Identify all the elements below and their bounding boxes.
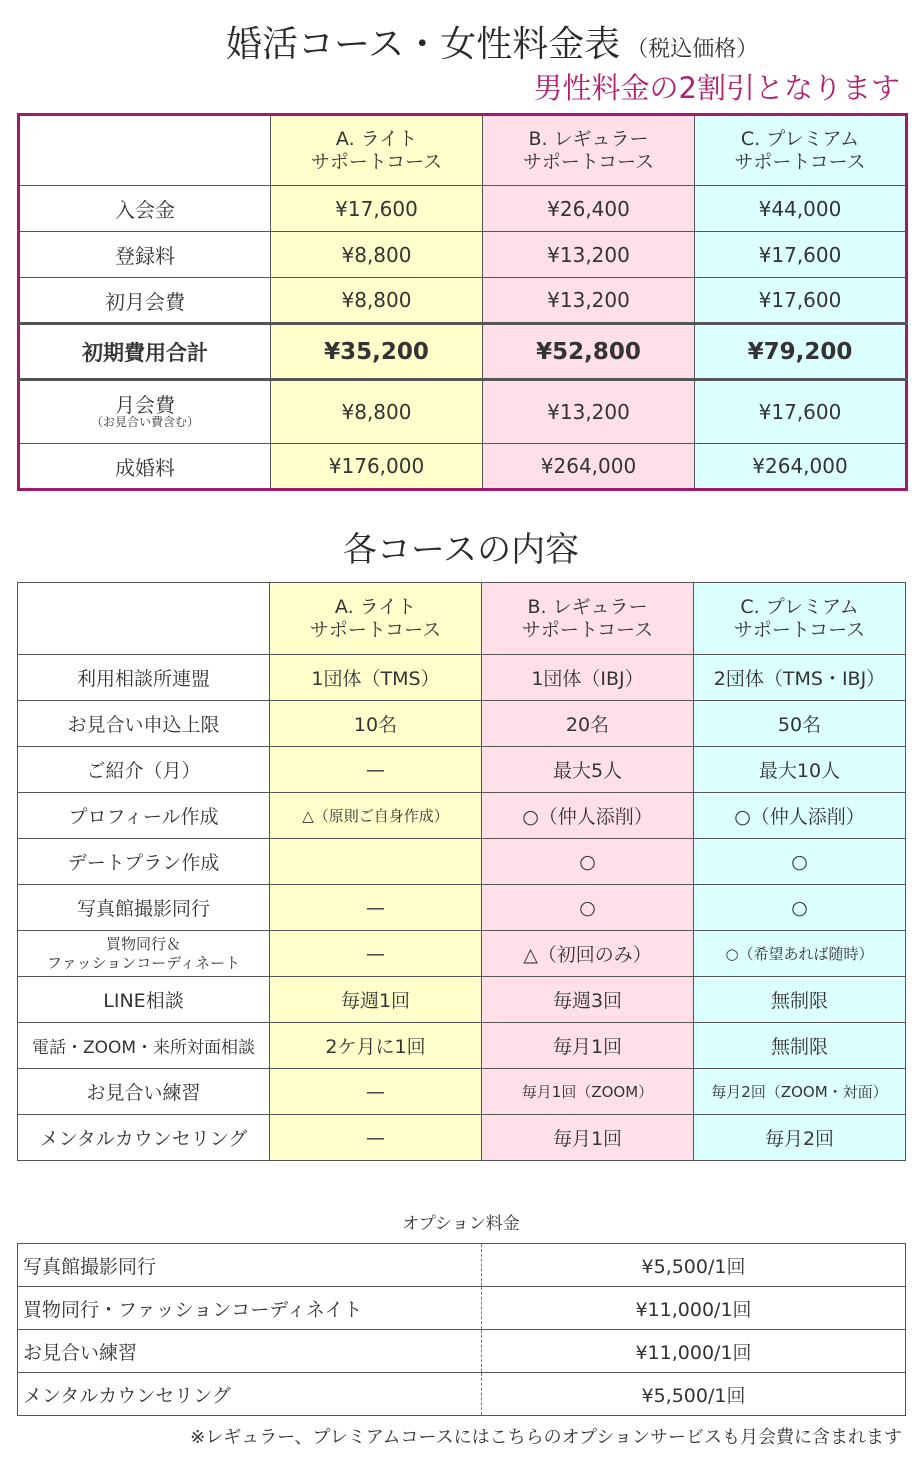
male-discount-note: 男性料金の2割引となります xyxy=(533,71,900,105)
contents-value-c: ○ xyxy=(694,885,906,931)
contents-row xyxy=(18,885,906,931)
monthly-fee-label: 月会費 xyxy=(115,393,175,417)
fee-value-b: ¥13,200 xyxy=(483,232,695,278)
contents-header-course-c: C. プレミアム サポートコース xyxy=(694,583,906,655)
contents-row xyxy=(18,793,906,839)
contents-value-a: — xyxy=(270,1069,482,1115)
contents-row-label: 利用相談所連盟 xyxy=(18,655,270,701)
contents-value-a: △（原則ご自身作成） xyxy=(270,793,482,839)
shopping-label-line2: ファッションコーディネート xyxy=(46,953,241,972)
fee-row-monthly xyxy=(19,380,907,444)
contents-value-b: ○ xyxy=(482,885,694,931)
fee-header-course-a: A. ライト サポートコース xyxy=(271,115,483,186)
contents-row-label xyxy=(18,931,270,977)
fee-value-b: ¥26,400 xyxy=(483,186,695,232)
fee-row-registration xyxy=(19,232,907,278)
contents-value-c: 無制限 xyxy=(694,977,906,1023)
fee-value-a: ¥8,800 xyxy=(271,278,483,324)
contents-value-c: 無制限 xyxy=(694,1023,906,1069)
fee-value-c: ¥17,600 xyxy=(695,232,907,278)
contents-value-c: ○（希望あれば随時） xyxy=(694,931,906,977)
contents-row-label: 写真館撮影同行 xyxy=(18,885,270,931)
contents-row xyxy=(18,655,906,701)
contents-row-label: デートプラン作成 xyxy=(18,839,270,885)
course-contents-title: 各コースの内容 xyxy=(342,530,580,570)
fee-row-label: 初月会費 xyxy=(19,278,271,324)
option-price: ¥5,500/1回 xyxy=(482,1244,906,1287)
contents-value-b: 20名 xyxy=(482,701,694,747)
fee-row-success xyxy=(19,444,907,490)
fee-value-a: ¥176,000 xyxy=(271,444,483,490)
contents-value-a: 2ケ月に1回 xyxy=(270,1023,482,1069)
contents-row-label: LINE相談 xyxy=(18,977,270,1023)
option-fee-title: オプション料金 xyxy=(402,1214,520,1234)
contents-corner-cell xyxy=(18,583,270,655)
fee-total-b: ¥52,800 xyxy=(483,324,695,380)
option-name: 買物同行・ファッションコーディネイト xyxy=(18,1287,482,1330)
fee-value-b: ¥13,200 xyxy=(483,380,695,444)
fee-row-label: 成婚料 xyxy=(19,444,271,490)
fee-row-initial-total xyxy=(19,324,907,380)
fee-value-b: ¥264,000 xyxy=(483,444,695,490)
fee-row-label: 入会金 xyxy=(19,186,271,232)
monthly-fee-sublabel: （お見合い費含む） xyxy=(90,415,199,429)
contents-value-a: 1団体（TMS） xyxy=(270,655,482,701)
contents-header-course-b: B. レギュラー サポートコース xyxy=(482,583,694,655)
page-header xyxy=(0,22,922,72)
fee-total-c: ¥79,200 xyxy=(695,324,907,380)
fee-header-course-c: C. プレミアム サポートコース xyxy=(695,115,907,186)
course-contents-table xyxy=(17,582,906,1161)
fee-value-a: ¥8,800 xyxy=(271,232,483,278)
contents-row xyxy=(18,1115,906,1161)
contents-value-a: 10名 xyxy=(270,701,482,747)
contents-value-c: 2団体（TMS・IBJ） xyxy=(694,655,906,701)
contents-value-a: — xyxy=(270,747,482,793)
option-row xyxy=(18,1287,906,1330)
contents-header-row xyxy=(18,583,906,655)
option-row xyxy=(18,1244,906,1287)
fee-table xyxy=(17,113,908,491)
option-footnote: ※レギュラー、プレミアムコースにはこちらのオプションサービスも月会費に含まれます xyxy=(190,1427,902,1448)
contents-value-c: 最大10人 xyxy=(694,747,906,793)
option-name: お見合い練習 xyxy=(18,1330,482,1373)
fee-header-row xyxy=(19,115,907,186)
contents-value-a: — xyxy=(270,931,482,977)
fee-value-c: ¥17,600 xyxy=(695,278,907,324)
contents-value-b: 毎月1回 xyxy=(482,1115,694,1161)
option-name: 写真館撮影同行 xyxy=(18,1244,482,1287)
contents-row xyxy=(18,1069,906,1115)
fee-header-course-b: B. レギュラー サポートコース xyxy=(483,115,695,186)
contents-row xyxy=(18,977,906,1023)
option-row xyxy=(18,1373,906,1416)
contents-row xyxy=(18,839,906,885)
contents-row-label: 電話・ZOOM・来所対面相談 xyxy=(18,1023,270,1069)
contents-value-b: 最大5人 xyxy=(482,747,694,793)
fee-value-c: ¥17,600 xyxy=(695,380,907,444)
fee-total-a: ¥35,200 xyxy=(271,324,483,380)
option-price: ¥5,500/1回 xyxy=(482,1373,906,1416)
contents-header-course-a: A. ライト サポートコース xyxy=(270,583,482,655)
fee-value-b: ¥13,200 xyxy=(483,278,695,324)
contents-value-a: — xyxy=(270,1115,482,1161)
fee-row-label: 初期費用合計 xyxy=(19,324,271,380)
contents-value-b: 毎月1回（ZOOM） xyxy=(482,1069,694,1115)
option-fee-table xyxy=(17,1243,906,1416)
contents-row-label: お見合い申込上限 xyxy=(18,701,270,747)
contents-row xyxy=(18,747,906,793)
contents-value-b: ○（仲人添削） xyxy=(482,793,694,839)
contents-row xyxy=(18,931,906,977)
contents-row-label: お見合い練習 xyxy=(18,1069,270,1115)
contents-row-label: プロフィール作成 xyxy=(18,793,270,839)
tax-included-note: （税込価格） xyxy=(626,37,759,62)
contents-value-c: ○ xyxy=(694,839,906,885)
option-price: ¥11,000/1回 xyxy=(482,1287,906,1330)
fee-row-admission xyxy=(19,186,907,232)
fee-value-c: ¥44,000 xyxy=(695,186,907,232)
fee-corner-cell xyxy=(19,115,271,186)
contents-value-c: 毎月2回（ZOOM・対面） xyxy=(694,1069,906,1115)
option-row xyxy=(18,1330,906,1373)
fee-row-label: 登録料 xyxy=(19,232,271,278)
contents-value-b: 毎週3回 xyxy=(482,977,694,1023)
page-title-text: 婚活コース・女性料金表 xyxy=(226,24,621,65)
contents-row xyxy=(18,1023,906,1069)
contents-value-b: 1団体（IBJ） xyxy=(482,655,694,701)
shopping-label-line1: 買物同行＆ xyxy=(105,934,181,953)
contents-row-label: メンタルカウンセリング xyxy=(18,1115,270,1161)
option-price: ¥11,000/1回 xyxy=(482,1330,906,1373)
contents-value-a: — xyxy=(270,885,482,931)
contents-row-label: ご紹介（月） xyxy=(18,747,270,793)
option-name: メンタルカウンセリング xyxy=(18,1373,482,1416)
contents-value-c: ○（仲人添削） xyxy=(694,793,906,839)
fee-value-a: ¥8,800 xyxy=(271,380,483,444)
fee-value-c: ¥264,000 xyxy=(695,444,907,490)
page-title xyxy=(226,22,758,73)
fee-row-first-month xyxy=(19,278,907,324)
contents-value-a: 毎週1回 xyxy=(270,977,482,1023)
contents-value-a xyxy=(270,839,482,885)
fee-value-a: ¥17,600 xyxy=(271,186,483,232)
contents-value-b: ○ xyxy=(482,839,694,885)
contents-value-c: 50名 xyxy=(694,701,906,747)
contents-row xyxy=(18,701,906,747)
fee-row-label xyxy=(19,380,271,444)
contents-value-b: △（初回のみ） xyxy=(482,931,694,977)
contents-value-b: 毎月1回 xyxy=(482,1023,694,1069)
contents-value-c: 毎月2回 xyxy=(694,1115,906,1161)
